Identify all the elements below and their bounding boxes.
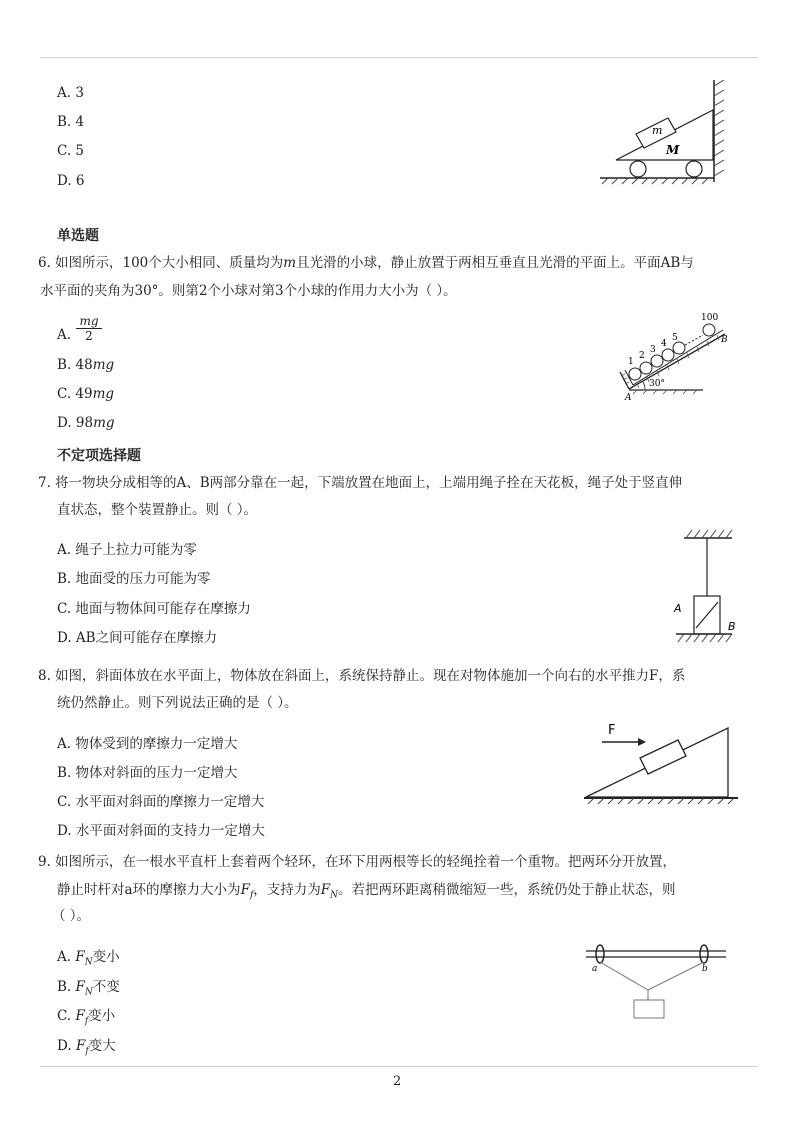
q9-option-b-suffix: 不变 xyxy=(92,979,120,995)
q8-stem-line1: 如图，斜面体放在水平面上，物体放在斜面上，系统保持静止。现在对物体施加一个向右的水平推力F，系 xyxy=(55,668,686,684)
q7-stem-line2: 直状态，整个装置静止。则（ ）。 xyxy=(57,502,258,518)
q9-option-d-suffix: 变大 xyxy=(88,1038,116,1054)
q9-stem-ff-symbol xyxy=(240,882,254,901)
q9-option-b xyxy=(57,978,120,1002)
prev-option-c: C. 5 xyxy=(57,143,85,159)
q6-option-d-mg: mg xyxy=(93,415,115,431)
ball-label-1: 1 xyxy=(628,357,634,367)
q7-option-a: A. 绳子上拉力可能为零 xyxy=(57,542,197,558)
q9-stem-fn-symbol xyxy=(320,882,339,901)
q6-option-c-mg: mg xyxy=(92,386,115,402)
q9-stem-line1: 如图所示，在一根水平直杆上套着两个轻环，在环下用两根等长的轻绳拴着一个重物。把两环分开放置， xyxy=(55,854,676,870)
ball-label-3: 3 xyxy=(650,345,656,355)
small-mass-label: m xyxy=(652,124,663,137)
section-heading-multi-choice: 不定项选择题 xyxy=(57,448,141,464)
incline-push-figure xyxy=(582,714,742,804)
q6-option-a-prefix: A. xyxy=(57,327,72,343)
prev-option-a: A. 3 xyxy=(57,85,84,101)
q7-stem-line1: 将一物块分成相等的A、B两部分靠在一起，下端放置在地面上，上端用绳子拴在天花板，绳子处于竖直伸 xyxy=(55,475,683,491)
q6-option-c-prefix: C. 49 xyxy=(57,386,93,402)
block-a-label: A xyxy=(674,602,682,615)
ring-b-label: b xyxy=(702,964,708,974)
q9-stem-fn-f: F xyxy=(320,882,331,898)
q9-stem-part-a: 静止时杆对a环的摩擦力大小为 xyxy=(57,882,241,898)
ring-a-label: a xyxy=(592,964,598,974)
ball-label-2: 2 xyxy=(639,351,645,361)
q6-option-b-mg: mg xyxy=(92,357,115,373)
q6-option-b-prefix: B. 48 xyxy=(57,357,93,373)
q9-stem-line2 xyxy=(57,881,676,905)
top-rule xyxy=(40,57,758,58)
page-number: 2 xyxy=(393,1074,402,1089)
big-mass-label: M xyxy=(666,143,680,157)
q9-option-a-sub: N xyxy=(84,957,93,968)
q6-option-a-fraction xyxy=(76,314,102,343)
q8-stem-line2: 统仍然静止。则下列说法正确的是（ ）。 xyxy=(57,695,298,711)
q9-option-d-sub: f xyxy=(85,1046,89,1057)
q6-option-c xyxy=(57,385,114,403)
q8-number: 8. xyxy=(38,668,51,684)
prev-option-d: D. 6 xyxy=(57,173,85,189)
q6-number: 6. xyxy=(38,255,51,271)
q6-option-a-denominator: 2 xyxy=(85,329,93,343)
q9-option-a-prefix: A. xyxy=(57,949,72,965)
q9-option-d-prefix: D. xyxy=(57,1038,72,1054)
q9-option-a-suffix: 变小 xyxy=(92,949,120,965)
q9-option-b-sub: N xyxy=(84,987,93,998)
q6-option-a xyxy=(57,326,71,344)
block-b-label: B xyxy=(728,620,736,633)
q9-stem-ff-sub: f xyxy=(249,890,254,901)
q9-option-c-prefix: C. xyxy=(57,1008,72,1024)
q7-option-c: C. 地面与物体间可能存在摩擦力 xyxy=(57,601,251,617)
q6-stem-part-b: 且光滑的小球，静止放置于两相互垂直且光滑的平面上。平面AB与 xyxy=(296,255,694,271)
q9-stem-fn-sub: N xyxy=(330,890,339,901)
q6-stem-mass-symbol: m xyxy=(283,255,297,271)
q9-number: 9. xyxy=(38,854,51,870)
q6-option-d-prefix: D. 98 xyxy=(57,415,94,431)
ball-label-4: 4 xyxy=(661,339,667,349)
section-heading-single-choice: 单选题 xyxy=(57,228,99,244)
prev-option-b: B. 4 xyxy=(57,114,85,130)
q8-option-d: D. 水平面对斜面的支持力一定增大 xyxy=(57,823,265,839)
q9-stem-line3: （ ）。 xyxy=(52,908,91,924)
q9-option-a-f: F xyxy=(75,949,85,965)
force-f-label: F xyxy=(608,723,616,738)
point-b-label: B xyxy=(721,335,728,345)
angle-label: 30° xyxy=(649,379,665,389)
q9-option-d-f: F xyxy=(75,1038,86,1054)
wedge-block-figure xyxy=(598,80,738,190)
q6-option-d xyxy=(57,414,115,432)
q9-option-a xyxy=(57,948,120,972)
balls-on-incline-figure xyxy=(615,310,735,402)
q7-option-b: B. 地面受的压力可能为零 xyxy=(57,571,211,587)
q9-option-b-f: F xyxy=(75,979,85,995)
q9-option-d xyxy=(57,1037,116,1061)
bottom-rule xyxy=(40,1066,758,1067)
ball-label-100: 100 xyxy=(701,313,719,323)
q7-option-d: D. AB之间可能存在摩擦力 xyxy=(57,630,218,646)
q6-stem-part-a: 如图所示，100个大小相同、质量均为 xyxy=(55,255,284,271)
rod-rings-weight-figure xyxy=(586,938,730,1024)
q6-option-a-numerator: mg xyxy=(76,314,102,329)
q8-option-c: C. 水平面对斜面的摩擦力一定增大 xyxy=(57,794,265,810)
q7-number: 7. xyxy=(38,475,51,491)
q6-stem-line2: 水平面的夹角为30°。则第2个小球对第3个小球的作用力大小为（ ）。 xyxy=(40,283,457,299)
q9-option-b-prefix: B. xyxy=(57,979,72,995)
q6-stem-line1 xyxy=(55,254,694,272)
q8-option-b: B. 物体对斜面的压力一定增大 xyxy=(57,765,238,781)
q6-option-b xyxy=(57,356,114,374)
q9-option-c xyxy=(57,1007,115,1031)
q9-stem-part-b: ，支持力为 xyxy=(253,882,321,898)
point-a-label: A xyxy=(625,393,632,402)
q9-option-c-suffix: 变小 xyxy=(88,1008,116,1024)
q9-stem-part-c: 。若把两环距离稍微缩短一些，系统仍处于静止状态，则 xyxy=(338,882,676,898)
q9-option-c-sub: f xyxy=(84,1016,89,1027)
hanging-block-figure xyxy=(668,524,748,652)
q9-option-c-f: F xyxy=(75,1008,85,1024)
q8-option-a: A. 物体受到的摩擦力一定增大 xyxy=(57,736,238,752)
ball-label-5: 5 xyxy=(672,333,678,343)
q9-stem-ff-f: F xyxy=(240,882,250,898)
